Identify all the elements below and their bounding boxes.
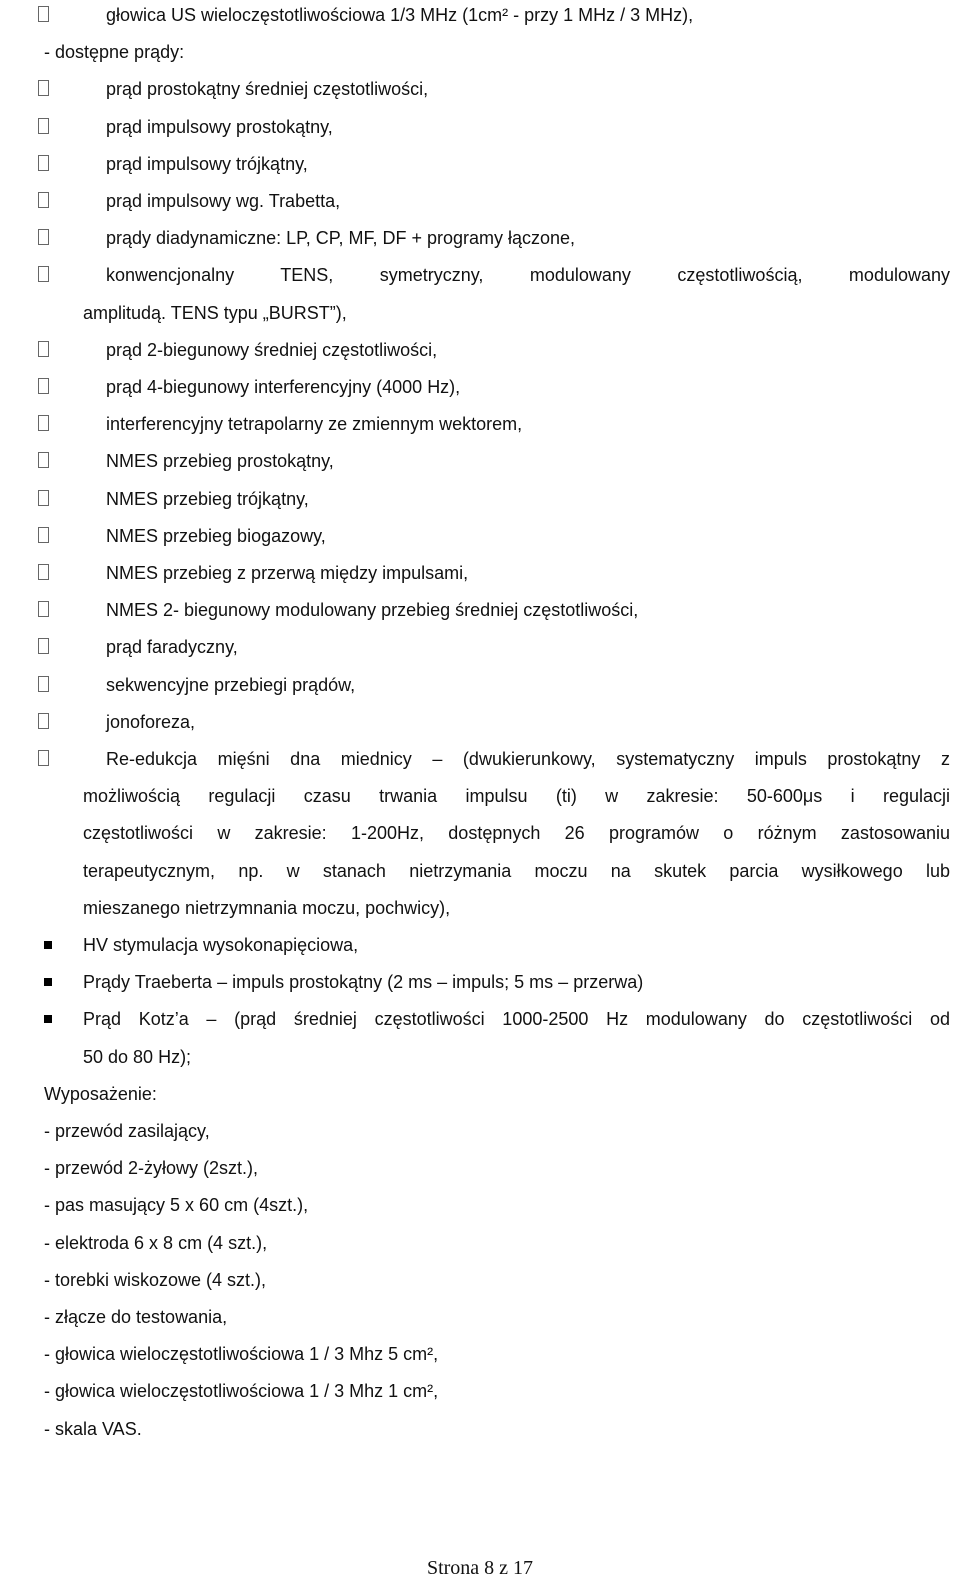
line-text: Re-edukcja mięśni dna miednicy – (dwukierunkowy, systematyczny impuls prostokątny z bbox=[106, 749, 950, 769]
line-text: - przewód zasilający, bbox=[44, 1121, 210, 1141]
document-line bbox=[0, 298, 960, 328]
checkbox-bullet-icon bbox=[38, 155, 49, 171]
document-line bbox=[0, 1190, 960, 1220]
line-text: NMES przebieg z przerwą między impulsami, bbox=[106, 563, 469, 583]
document-line bbox=[0, 1153, 960, 1183]
document-line bbox=[0, 744, 960, 774]
document-line bbox=[0, 856, 960, 886]
document-line bbox=[0, 1116, 960, 1146]
document-line bbox=[0, 0, 960, 30]
document-line bbox=[0, 670, 960, 700]
document-line bbox=[0, 335, 960, 365]
line-text: prąd prostokątny średniej częstotliwości, bbox=[106, 79, 429, 100]
line-text: - dostępne prądy: bbox=[44, 42, 185, 63]
page-number: Strona 8 z 17 bbox=[426, 1557, 534, 1579]
checkbox-bullet-icon bbox=[38, 415, 49, 431]
line-text: - głowica wieloczęstotliwościowa 1 / 3 Mhz 5 cm², bbox=[44, 1344, 439, 1365]
checkbox-bullet-icon bbox=[38, 80, 49, 96]
document-line bbox=[0, 409, 960, 439]
document-line bbox=[0, 521, 960, 551]
line-text: prąd impulsowy prostokątny, bbox=[106, 116, 333, 137]
document-line bbox=[0, 446, 960, 476]
document-line bbox=[0, 558, 960, 588]
line-text: terapeutycznym, np. w stanach nietrzymania moczu na skutek parcia wysiłkowego lub bbox=[83, 860, 950, 881]
checkbox-bullet-icon bbox=[38, 601, 49, 617]
line-text: konwencjonalny TENS, symetryczny, modulowany częstotliwością, modulowany bbox=[106, 265, 950, 286]
line-text: - elektroda 6 x 8 cm (4 szt.), bbox=[44, 1232, 268, 1253]
document-line bbox=[0, 818, 960, 848]
line-text: HV stymulacja wysokonapięciowa, bbox=[83, 935, 359, 955]
document-line bbox=[0, 1042, 960, 1072]
line-text: częstotliwości w zakresie: 1-200Hz, dostępnych 26 programów o różnym zastosowaniu bbox=[83, 823, 950, 844]
line-text: - skala VAS. bbox=[44, 1418, 142, 1439]
line-text: mieszanego nietrzymnania moczu, pochwicy), bbox=[83, 897, 451, 918]
checkbox-bullet-icon bbox=[38, 750, 49, 766]
line-text: NMES przebieg biogazowy, bbox=[106, 525, 326, 546]
square-bullet-icon bbox=[44, 1015, 52, 1023]
square-bullet-icon bbox=[44, 978, 52, 986]
checkbox-bullet-icon bbox=[38, 378, 49, 394]
checkbox-bullet-icon bbox=[38, 229, 49, 245]
document-line bbox=[0, 223, 960, 253]
line-text: NMES przebieg trójkątny, bbox=[106, 488, 309, 509]
checkbox-bullet-icon bbox=[38, 638, 49, 654]
checkbox-bullet-icon bbox=[38, 6, 49, 22]
line-text: NMES 2- biegunowy modulowany przebieg średniej częstotliwości, bbox=[106, 600, 639, 621]
document-line bbox=[0, 260, 960, 290]
line-text: prądy diadynamiczne: LP, CP, MF, DF + programy łączone, bbox=[106, 228, 576, 249]
checkbox-bullet-icon bbox=[38, 527, 49, 543]
line-text: Prądy Traeberta – impuls prostokątny (2 ms – impuls; 5 ms – przerwa) bbox=[83, 972, 644, 993]
checkbox-bullet-icon bbox=[38, 713, 49, 729]
line-text: - złącze do testowania, bbox=[44, 1307, 228, 1327]
line-text: prąd 4-biegunowy interferencyjny (4000 Hz), bbox=[106, 377, 461, 397]
line-text: - głowica wieloczęstotliwościowa 1 / 3 Mhz 1 cm², bbox=[44, 1381, 439, 1402]
document-line bbox=[0, 893, 960, 923]
line-text: możliwością regulacji czasu trwania impulsu (ti) w zakresie: 50-600μs i regulacji bbox=[83, 786, 950, 807]
line-text: głowica US wieloczęstotliwościowa 1/3 MHz (1cm² - przy 1 MHz / 3 MHz), bbox=[106, 5, 694, 25]
line-text: prąd impulsowy trójkątny, bbox=[106, 153, 308, 174]
document-line bbox=[0, 37, 960, 67]
line-text: prąd faradyczny, bbox=[106, 637, 238, 658]
document-line bbox=[0, 74, 960, 104]
document-line bbox=[0, 112, 960, 142]
line-text: - torebki wiskozowe (4 szt.), bbox=[44, 1269, 267, 1290]
document-line bbox=[0, 1004, 960, 1034]
document-line bbox=[0, 1376, 960, 1406]
document-line bbox=[0, 1414, 960, 1444]
document-line bbox=[0, 1302, 960, 1332]
line-text: Prąd Kotz’a – (prąd średniej częstotliwości 1000-2500 Hz modulowany do częstotliwości od bbox=[83, 1009, 950, 1030]
document-line bbox=[0, 186, 960, 216]
line-text: prąd 2-biegunowy średniej częstotliwości, bbox=[106, 339, 438, 360]
document-line bbox=[0, 595, 960, 625]
line-text: NMES przebieg prostokątny, bbox=[106, 451, 334, 472]
line-text: sekwencyjne przebiegi prądów, bbox=[106, 674, 356, 695]
line-text: prąd impulsowy wg. Trabetta, bbox=[106, 191, 341, 211]
document-line bbox=[0, 632, 960, 662]
document-line bbox=[0, 1265, 960, 1295]
document-line bbox=[0, 967, 960, 997]
document-line bbox=[0, 1339, 960, 1369]
document-line bbox=[0, 1079, 960, 1109]
line-text: - pas masujący 5 x 60 cm (4szt.), bbox=[44, 1195, 309, 1216]
line-text: Wyposażenie: bbox=[44, 1083, 157, 1104]
line-text: amplitudą. TENS typu „BURST”), bbox=[83, 302, 347, 323]
checkbox-bullet-icon bbox=[38, 564, 49, 580]
document-line bbox=[0, 372, 960, 402]
checkbox-bullet-icon bbox=[38, 266, 49, 282]
document-line bbox=[0, 781, 960, 811]
checkbox-bullet-icon bbox=[38, 452, 49, 468]
line-text: jonoforeza, bbox=[106, 711, 196, 732]
document-line bbox=[0, 1228, 960, 1258]
document-line bbox=[0, 149, 960, 179]
document-line bbox=[0, 930, 960, 960]
line-text: 50 do 80 Hz); bbox=[83, 1046, 192, 1067]
checkbox-bullet-icon bbox=[38, 490, 49, 506]
checkbox-bullet-icon bbox=[38, 192, 49, 208]
document-line bbox=[0, 707, 960, 737]
square-bullet-icon bbox=[44, 941, 52, 949]
checkbox-bullet-icon bbox=[38, 676, 49, 692]
checkbox-bullet-icon bbox=[38, 341, 49, 357]
document-line bbox=[0, 484, 960, 514]
checkbox-bullet-icon bbox=[38, 118, 49, 134]
line-text: - przewód 2-żyłowy (2szt.), bbox=[44, 1158, 259, 1179]
line-text: interferencyjny tetrapolarny ze zmiennym wektorem, bbox=[106, 414, 523, 435]
